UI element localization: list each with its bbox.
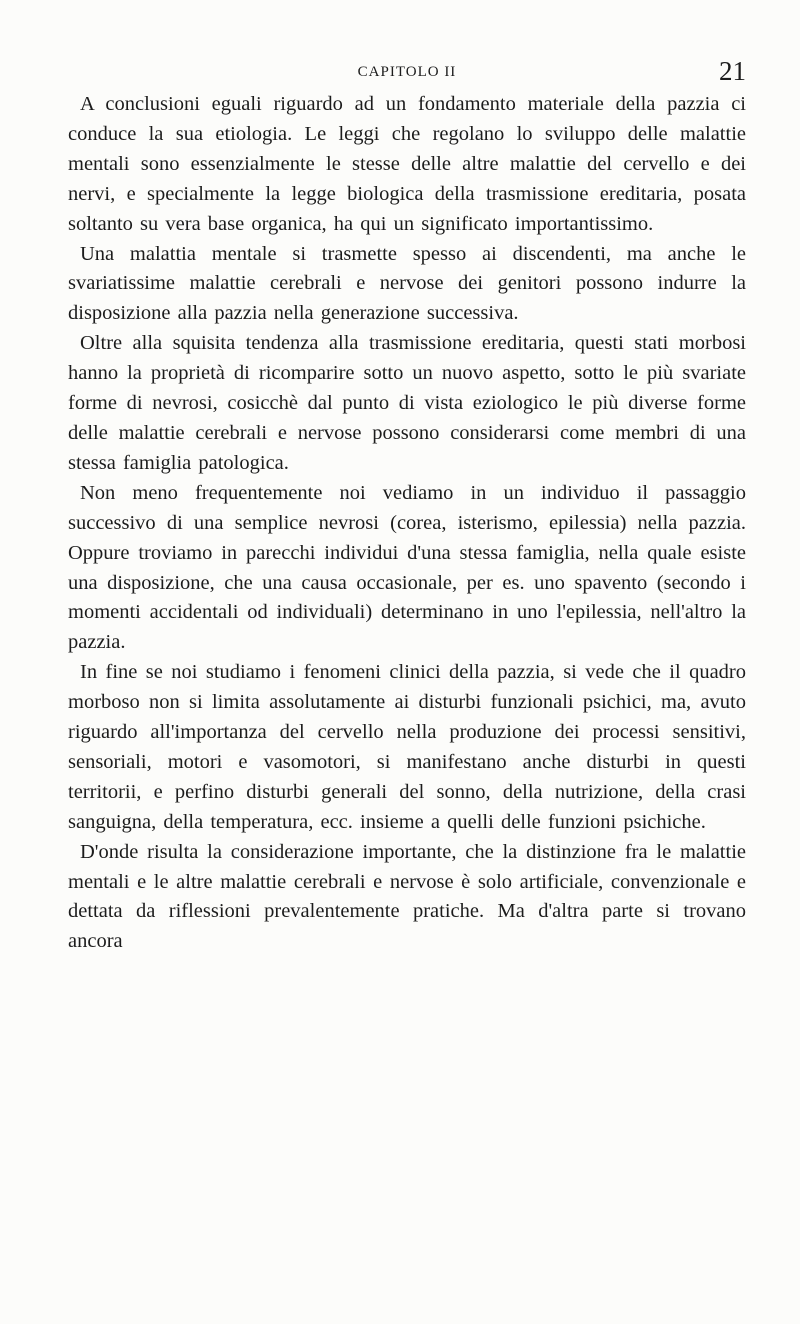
paragraph: A conclusioni eguali riguardo ad un fondamento materiale della pazzia ci conduce la sua etiologia. Le leggi che regolano lo sviluppo delle malattie mentali sono essenzialmente le stesse delle altre malattie del cervello e dei nervi, e specialmente la legge biologica della trasmissione ereditaria, posata soltanto su vera base organica, ha qui un significato importantissimo.	[68, 93, 746, 235]
page-number: 21	[719, 56, 746, 86]
running-head	[68, 56, 746, 90]
chapter-heading: CAPITOLO II	[357, 64, 457, 80]
paragraph: Oltre alla squisita tendenza alla trasmissione ereditaria, questi stati morbosi hanno la proprietà di ricomparire sotto un nuovo aspetto, sotto le più svariate forme di nevrosi, cosicchè dal punto di vista eziologico le più diverse forme delle malattie cerebrali e nervose possono considerarsi come membri di una stessa famiglia patologica.	[68, 332, 746, 474]
book-page	[68, 56, 746, 957]
paragraph: Una malattia mentale si trasmette spesso ai discendenti, ma anche le svariatissime malattie cerebrali e nervose dei genitori possono indurre la disposizione alla pazzia nella generazione successiva.	[68, 242, 746, 325]
paragraph: Non meno frequentemente noi vediamo in un individuo il passaggio successivo di una semplice nevrosi (corea, isterismo, epilessia) nella pazzia. Oppure troviamo in parecchi individui d'una stessa famiglia, nella quale esiste una disposizione, che una causa occasionale, per es. uno spavento (secondo i momenti accidentali od individuali) determinano in uno l'epilessia, nell'altro la pazzia.	[68, 481, 746, 654]
paragraph: In fine se noi studiamo i fenomeni clinici della pazzia, si vede che il quadro morboso non si limita assolutamente ai disturbi funzionali psichici, ma, avuto riguardo all'importanza del cervello nella produzione dei processi sensitivi, sensoriali, motori e vasomotori, si manifestano anche disturbi in questi territorii, e perfino disturbi generali del sonno, della nutrizione, della crasi sanguigna, della temperatura, ecc. insieme a quelli delle funzioni psichiche.	[68, 661, 746, 833]
body-text	[68, 90, 746, 957]
paragraph: D'onde risulta la considerazione importante, che la distinzione fra le malattie mentali e le altre malattie cerebrali e nervose è solo artificiale, convenzionale e dettata da riflessioni prevalentemente pratiche. Ma d'altra parte si trovano ancora	[68, 840, 746, 953]
